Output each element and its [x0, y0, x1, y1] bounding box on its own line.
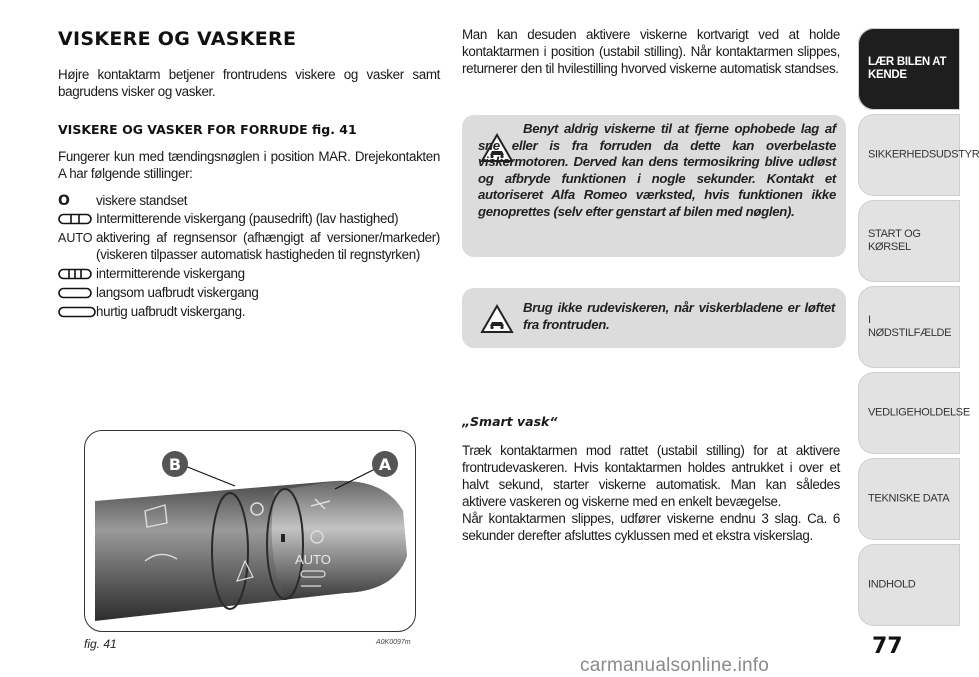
label-b: B: [168, 455, 182, 474]
auto-label: AUTO: [295, 552, 331, 567]
wiper-slow-icon: [58, 287, 92, 299]
smart-wash-paragraph: Træk kontaktarmen mod rattet (ustabil stilling) for at aktivere frontrudevaskeren. Hvis kontaktarmen holdes antrukket i over et halvt sekund, starter viskerne automatisk. Man kan således aktivere vaskeren og viskerne med en enkelt bevægelse.: [462, 443, 840, 509]
position-text: Intermitterende viskergang (pausedrift) (lav hastighed): [96, 211, 399, 226]
wiper-off-symbol: O: [58, 192, 70, 209]
warning-box: [462, 115, 846, 257]
section-heading: VISKERE OG VASKER FOR FORRUDE fig. 41: [58, 122, 357, 137]
watermark: carmanualsonline.info: [580, 655, 770, 676]
tab-label: I NØDSTILFÆLDE: [868, 314, 952, 339]
position-row: [58, 265, 440, 282]
position-row: [58, 192, 440, 209]
tab-i-nodstilfaelde[interactable]: [858, 286, 960, 368]
tab-label: TEKNISKE DATA: [868, 492, 950, 505]
tab-tekniske-data[interactable]: [858, 458, 960, 540]
label-a: A: [378, 455, 392, 474]
tab-vedligeholdelse[interactable]: [858, 372, 970, 454]
wiper-fast-icon: [58, 306, 96, 318]
tab-label: START OG KØRSEL: [868, 228, 921, 253]
warning-car-icon: [480, 304, 514, 334]
position-text: hurtig uafbrudt viskergang.: [96, 304, 246, 319]
warning-text: Brug ikke rudeviskeren, når viskerbladene er løftet fra frontruden.: [523, 300, 835, 332]
tab-start-og-korsel[interactable]: [858, 200, 960, 282]
tab-label: SIKKERHEDSUDSTYR: [868, 148, 979, 161]
position-text: aktivering af regnsensor (afhængigt af versioner/markeder) (viskeren tilpasser automatisk hastigheden til regnstyrken): [96, 230, 440, 262]
position-row: [58, 303, 440, 320]
position-row: [58, 284, 440, 301]
page-title: VISKERE OG VASKERE: [58, 28, 297, 50]
position-text: langsom uafbrudt viskergang: [96, 285, 259, 300]
wiper-intermittent-icon: [58, 268, 92, 280]
chapter-tabs: [858, 0, 979, 677]
tab-label: INDHOLD: [868, 578, 916, 591]
smart-wash-heading: „Smart vask“: [462, 414, 558, 429]
position-text: viskere standset: [96, 193, 188, 208]
tab-sikkerhedsudstyr[interactable]: [858, 114, 979, 196]
auto-symbol: AUTO: [58, 230, 93, 245]
right-intro-paragraph: Man kan desuden aktivere viskerne kortvarigt ved at holde kontaktarmen i position (ustabil stilling). Når kontaktarmen slippes, returnerer den til hvilestilling hvorved viskerne automatisk standses.: [462, 27, 840, 76]
warning-box: [462, 288, 846, 348]
position-row: [58, 210, 440, 227]
intro-paragraph: Højre kontaktarm betjener frontrudens viskere og vasker samt bagrudens visker og vasker.: [58, 67, 440, 99]
warning-text: Benyt aldrig viskerne til at fjerne ophobede lag af sne eller is fra forruden da dette kan overbelaste viskermotoren. Derved kan dens termosikring blive udløst og afbryde funktionen i nogle sekunder. Kontakt et autoriseret Alfa Romeo værksted, hvis funktionen ikke genoprettes (selv efter genstart af bilen med nøglen).: [478, 121, 836, 219]
tab-laer-bilen-at-kende[interactable]: [858, 28, 960, 110]
wiper-stalk-figure: [84, 430, 416, 632]
wiper-interval-icon: [58, 213, 92, 225]
position-row: [58, 229, 440, 263]
section-body: Fungerer kun med tændingsnøglen i position MAR. Drejekontakten A har følgende stillinger:: [58, 149, 440, 181]
position-text: intermitterende viskergang: [96, 266, 245, 281]
page-number: 77: [872, 634, 903, 659]
figure-caption: fig. 41: [84, 637, 117, 651]
wiper-stalk-illustration: [85, 431, 415, 631]
tab-label: VEDLIGEHOLDELSE: [868, 406, 970, 419]
tab-label: LÆR BILEN AT KENDE: [868, 56, 947, 81]
figure-code: A0K0097m: [376, 639, 411, 646]
tab-indhold[interactable]: [858, 544, 960, 626]
smart-wash-paragraph: Når kontaktarmen slippes, udfører viskerne endnu 3 slag. Ca. 6 sekunder derefter afsluttes cyklussen med et ekstra viskerslag.: [462, 511, 840, 543]
